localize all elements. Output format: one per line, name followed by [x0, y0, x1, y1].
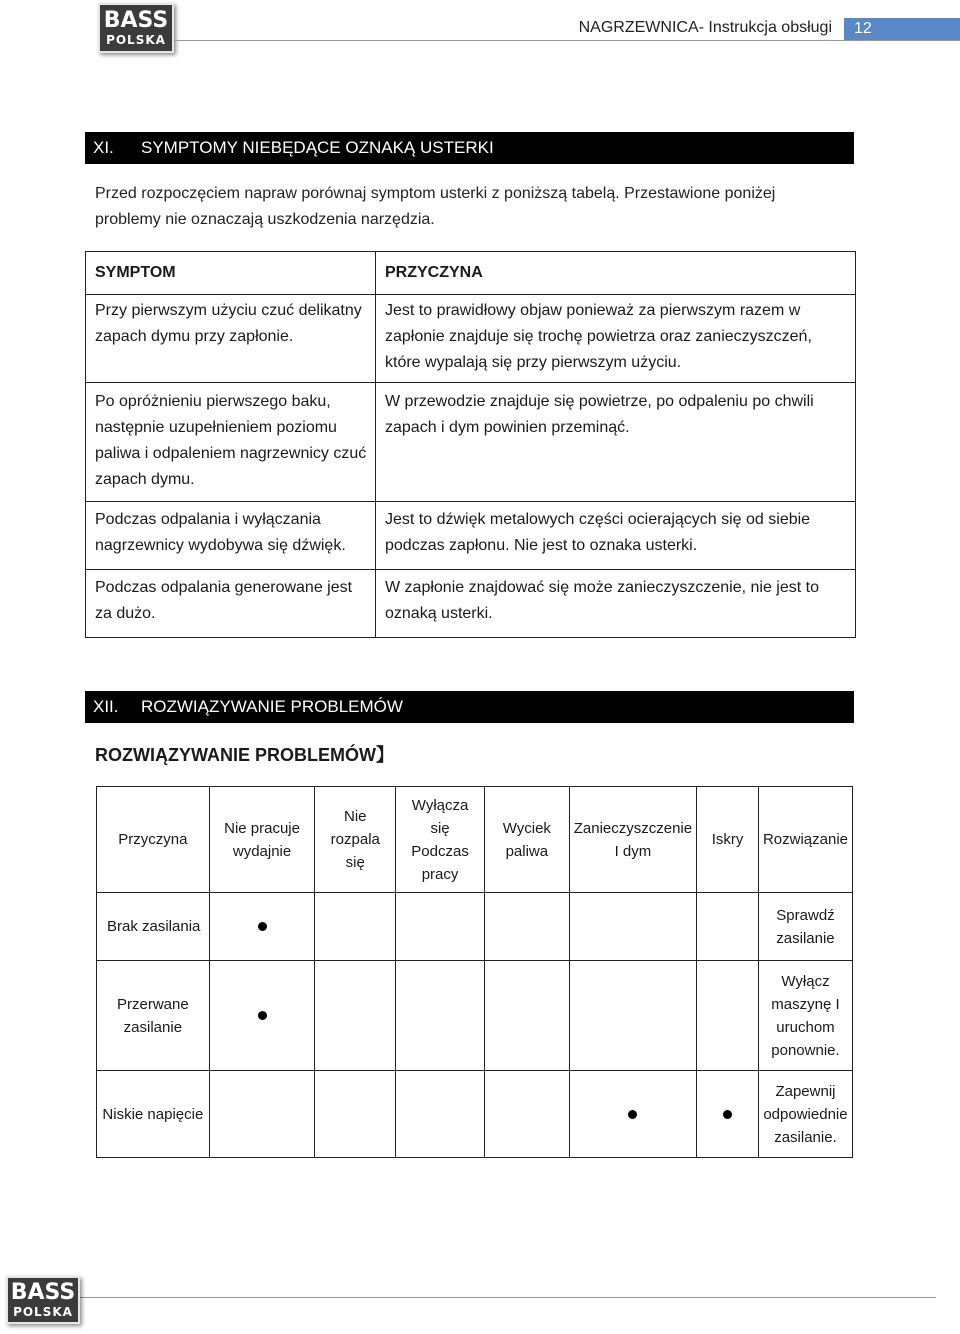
table-row — [97, 1071, 853, 1158]
mark-dot-icon — [258, 1011, 267, 1020]
mark-cell — [484, 893, 569, 961]
table-row — [86, 383, 856, 502]
table-row — [97, 961, 853, 1071]
mark-cell — [209, 1071, 315, 1158]
cause-cell: Jest to prawidłowy objaw ponieważ za pierwszym razem w zapłonie znajduje się trochę powietrza oraz zanieczyszczeń, które wypalają się przy pierwszym użyciu. — [376, 295, 856, 383]
section-11-title: SYMPTOMY NIEBĘDĄCE OZNAKĄ USTERKI — [141, 138, 494, 157]
section-12-number: XII. — [93, 697, 119, 716]
mark-cell — [569, 961, 696, 1071]
document-title: NAGRZEWNICA- Instrukcja obsługi — [578, 19, 832, 36]
header-not-igniting: Nie rozpala się — [315, 787, 396, 893]
logo-text-sub: POLSKA — [13, 1305, 73, 1319]
header-shuts-down: Wyłącza się Podczas pracy — [396, 787, 485, 893]
section-12-title: ROZWIĄZYWANIE PROBLEMÓW — [141, 697, 403, 716]
section-11-number: XI. — [93, 138, 114, 157]
solution-cell: Wyłącz maszynę I uruchom ponownie. — [758, 961, 852, 1071]
cause-cell: Przerwane zasilanie — [97, 961, 210, 1071]
col-symptom-header: SYMPTOM — [86, 252, 376, 295]
cause-cell: W zapłonie znajdować się może zanieczyszczenie, nie jest to oznaką usterki. — [376, 570, 856, 638]
header-rule — [174, 40, 960, 41]
mark-cell — [484, 961, 569, 1071]
troubleshooting-header-row — [97, 787, 853, 893]
col-cause-header: PRZYCZYNA — [376, 252, 856, 295]
mark-dot-icon — [628, 1110, 637, 1119]
cause-cell: Jest to dźwięk metalowych części ocierających się od siebie podczas zapłonu. Nie jest to oznaka usterki. — [376, 502, 856, 570]
header-fuel-leak: Wyciek paliwa — [484, 787, 569, 893]
header-contamination-smoke: Zanieczyszczenie I dym — [569, 787, 696, 893]
footer-rule — [80, 1297, 936, 1298]
mark-cell — [697, 1071, 759, 1158]
mark-cell — [697, 893, 759, 961]
solution-cell: Zapewnij odpowiednie zasilanie. — [758, 1071, 852, 1158]
symptom-cell: Podczas odpalania i wyłączania nagrzewnicy wydobywa się dźwięk. — [86, 502, 376, 570]
troubleshooting-table — [96, 786, 853, 1158]
cause-cell: Brak zasilania — [97, 893, 210, 961]
mark-cell — [315, 961, 396, 1071]
mark-cell — [396, 893, 485, 961]
section-12-heading — [85, 691, 854, 723]
table-row — [86, 502, 856, 570]
cause-cell: Niskie napięcie — [97, 1071, 210, 1158]
bass-logo-footer — [6, 1276, 80, 1324]
table-row — [86, 295, 856, 383]
mark-cell — [569, 893, 696, 961]
header-cause: Przyczyna — [97, 787, 210, 893]
mark-cell — [697, 961, 759, 1071]
mark-dot-icon — [258, 922, 267, 931]
mark-cell — [569, 1071, 696, 1158]
mark-cell — [396, 1071, 485, 1158]
table-row — [97, 893, 853, 961]
logo-text-main: BASS — [103, 8, 169, 33]
header-sparks: Iskry — [697, 787, 759, 893]
cause-cell: W przewodzie znajduje się powietrze, po odpaleniu po chwili zapach i dym powinien przeminąć. — [376, 383, 856, 502]
mark-cell — [209, 961, 315, 1071]
logo-text-main: BASS — [10, 1280, 76, 1305]
header-not-efficient: Nie pracuje wydajnie — [209, 787, 315, 893]
symptom-cell: Przy pierwszym użyciu czuć delikatny zapach dymu przy zapłonie. — [86, 295, 376, 383]
table-row — [86, 570, 856, 638]
mark-cell — [209, 893, 315, 961]
logo-text-sub: POLSKA — [106, 33, 166, 47]
solution-cell: Sprawdź zasilanie — [758, 893, 852, 961]
mark-cell — [484, 1071, 569, 1158]
section-11-heading — [85, 132, 854, 164]
header-solution: Rozwiązanie — [758, 787, 852, 893]
bass-logo — [98, 3, 174, 53]
symptom-cell: Podczas odpalania generowane jest za dużo. — [86, 570, 376, 638]
symptom-cell: Po opróżnieniu pierwszego baku, następnie uzupełnieniem poziomu paliwa i odpaleniem nagrzewnicy czuć zapach dymu. — [86, 383, 376, 502]
troubleshooting-subheading: ROZWIĄZYWANIE PROBLEMÓW】 — [95, 745, 394, 765]
section-11-intro: Przed rozpoczęciem napraw porównaj symptom usterki z poniższą tabelą. Przestawione poniżej problemy nie oznaczają uszkodzenia narzędzia. — [95, 185, 776, 228]
symptoms-table-header — [86, 252, 856, 295]
mark-cell — [315, 1071, 396, 1158]
mark-cell — [396, 961, 485, 1071]
page-number-badge: 12 — [844, 18, 960, 40]
mark-dot-icon — [723, 1110, 732, 1119]
mark-cell — [315, 893, 396, 961]
symptoms-table — [85, 251, 856, 638]
